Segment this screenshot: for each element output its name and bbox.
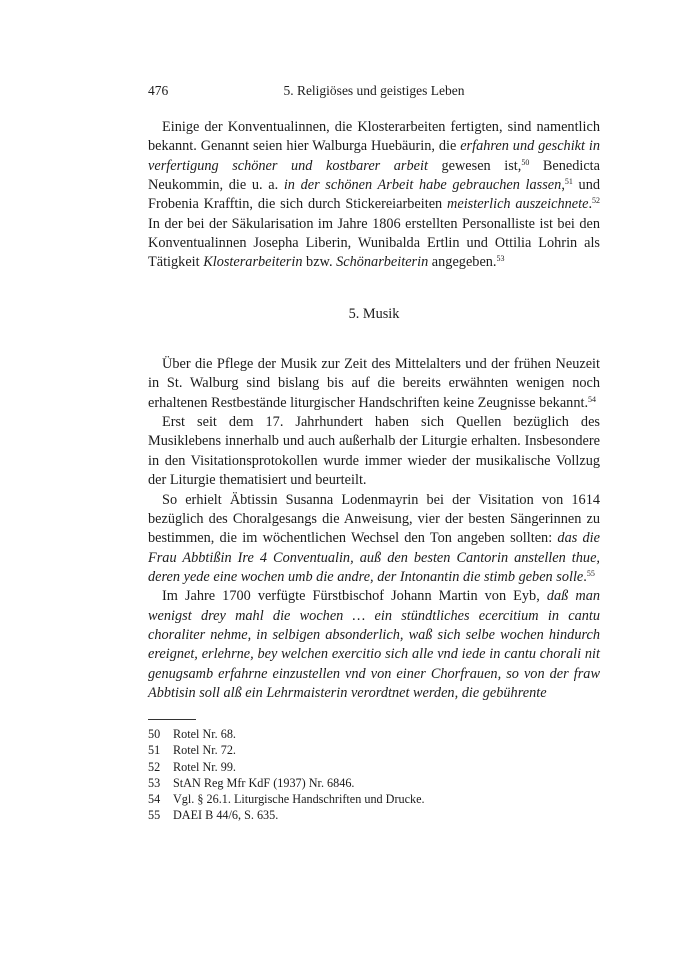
text-run: und Frobenia Krafftin, die sich durch Stickereiarbeiten: [148, 177, 600, 213]
footnote-number: 55: [148, 808, 161, 823]
text-run: In der bei der Säkularisation im Jahre 1806 erstellten Personalliste ist bei den Konventualinnen Josepha Liberin, Wunibalda Ertlin und Ottilia Lohrin als Tätigkeit: [148, 215, 600, 271]
quote-italic: erfahren und geschikt in verfertigung schöner und kostbarer arbeit: [148, 138, 600, 174]
footnote-text: Rotel Nr. 68.: [173, 727, 236, 741]
footnote-text: Vgl. § 26.1. Liturgische Handschriften und Drucke.: [173, 792, 425, 807]
main-text: [148, 118, 600, 703]
footnote-ref[interactable]: 52: [592, 196, 601, 206]
footnotes: [148, 719, 600, 824]
quote-italic: Schönarbeiterin: [336, 254, 429, 271]
footnote-number: 50: [148, 727, 161, 741]
text-run: bzw.: [302, 254, 337, 271]
page-number: 476: [148, 83, 169, 98]
footnote-number: 52: [148, 759, 161, 774]
footnote-text: StAN Reg Mfr KdF (1937) Nr. 6846.: [173, 775, 355, 790]
footnote-text: Rotel Nr. 72.: [173, 743, 236, 758]
paragraph-visitation-1614: [148, 491, 600, 588]
quote-italic: in der schönen Arbeit habe gebrauchen lassen: [283, 177, 562, 194]
footnote-ref[interactable]: 54: [588, 394, 597, 404]
quote-italic: Klosterarbeiterin: [203, 254, 303, 271]
text-run: angegeben.: [428, 254, 497, 271]
text-run: Über die Pflege der Musik zur Zeit des Mittelalters und der frühen Neuzeit in St. Walburg sind bislang bis auf die bereits erwähnten wenigen noch erhaltenen Restbestände liturgischer Handschriften keine Zeugnisse bekannt.: [148, 356, 600, 411]
text-run: .: [583, 568, 587, 585]
text-run: ,: [561, 177, 565, 194]
footnote-ref[interactable]: 55: [586, 568, 595, 578]
running-title: 5. Religiöses und geistiges Leben: [283, 83, 465, 98]
footnote-ref[interactable]: 50: [521, 157, 530, 167]
text-run: Erst seit dem 17. Jahrhundert haben sich Quellen bezüglich des Musiklebens innerhalb und auch außerhalb der Liturgie erhalten. Insbesondere in den Visitationsprotokollen wurde immer wieder der musikalische Vollzug der Liturgie thematisiert und beurteilt.: [148, 414, 600, 489]
footnote: [148, 791, 600, 807]
footnote: [148, 775, 600, 791]
footnote-text: DAEI B 44/6, S. 635.: [173, 808, 279, 823]
footnote: [148, 742, 600, 758]
text-run: gewesen ist,: [427, 157, 522, 174]
text-run: Benedicta Neukommin, die u. a.: [148, 157, 601, 194]
text-run: Im Jahre 1700 verfügte Fürstbischof Johann Martin von Eyb,: [162, 588, 547, 605]
paragraph-klosterarbeiten: [148, 118, 600, 273]
section-heading: 5. Musik: [348, 305, 400, 322]
footnote-text: Rotel Nr. 99.: [173, 759, 236, 774]
footnote-rule: [148, 719, 196, 720]
paragraph-quellen: [148, 413, 600, 490]
footnote-number: 54: [148, 792, 161, 807]
text-run: .: [588, 196, 593, 213]
quote-italic: daß man wenigst drey mahl die wochen … ein stündtliches ecercitium in cantu choraliter nehme, in selbigen absonderlich, waß sich selbe wochen hindurch ereignet, erlehrne, bey welchen exercitio sich alle vnd iede in cantu chorali nit genugsamb erfahrne einzustellen vnd von einer Chorfrauen, so von der fraw Abbtisin soll alß ein Lehrmaisterin verordtnet werden, die gebührente: [148, 588, 600, 701]
footnote-ref[interactable]: 53: [496, 254, 505, 264]
text-run: So erhielt Äbtissin Susanna Lodenmayrin bei der Visitation von 1614 bezüglich des Choralgesangs die Anweisung, vier der besten Sängerinnen zu bestimmen, die im wöchentlichen Wechsel den Ton angeben sollten:: [148, 491, 600, 547]
footnote-ref[interactable]: 51: [564, 177, 573, 187]
footnote-number: 51: [148, 743, 161, 758]
footnote-number: 53: [148, 775, 161, 790]
footnote: [148, 807, 600, 823]
footnote: [148, 726, 600, 742]
quote-italic: meisterlich auszeichnete: [447, 196, 589, 213]
footnote: [148, 759, 600, 775]
page-header: [148, 83, 600, 103]
text-run: Einige der Konventualinnen, die Klosterarbeiten fertigten, sind namentlich bekannt. Genannt seien hier Walburga Huebäurin, die: [148, 119, 600, 155]
paragraph-1700: [148, 587, 600, 703]
paragraph-musik-mittelalter: [148, 355, 600, 413]
quote-italic: das die Frau Abbtißin Ire 4 Conventualin, auß den besten Cantorin anstellen thue, deren yede eine wochen umb die andre, der Intonantin die stimb geben solle: [148, 530, 600, 585]
